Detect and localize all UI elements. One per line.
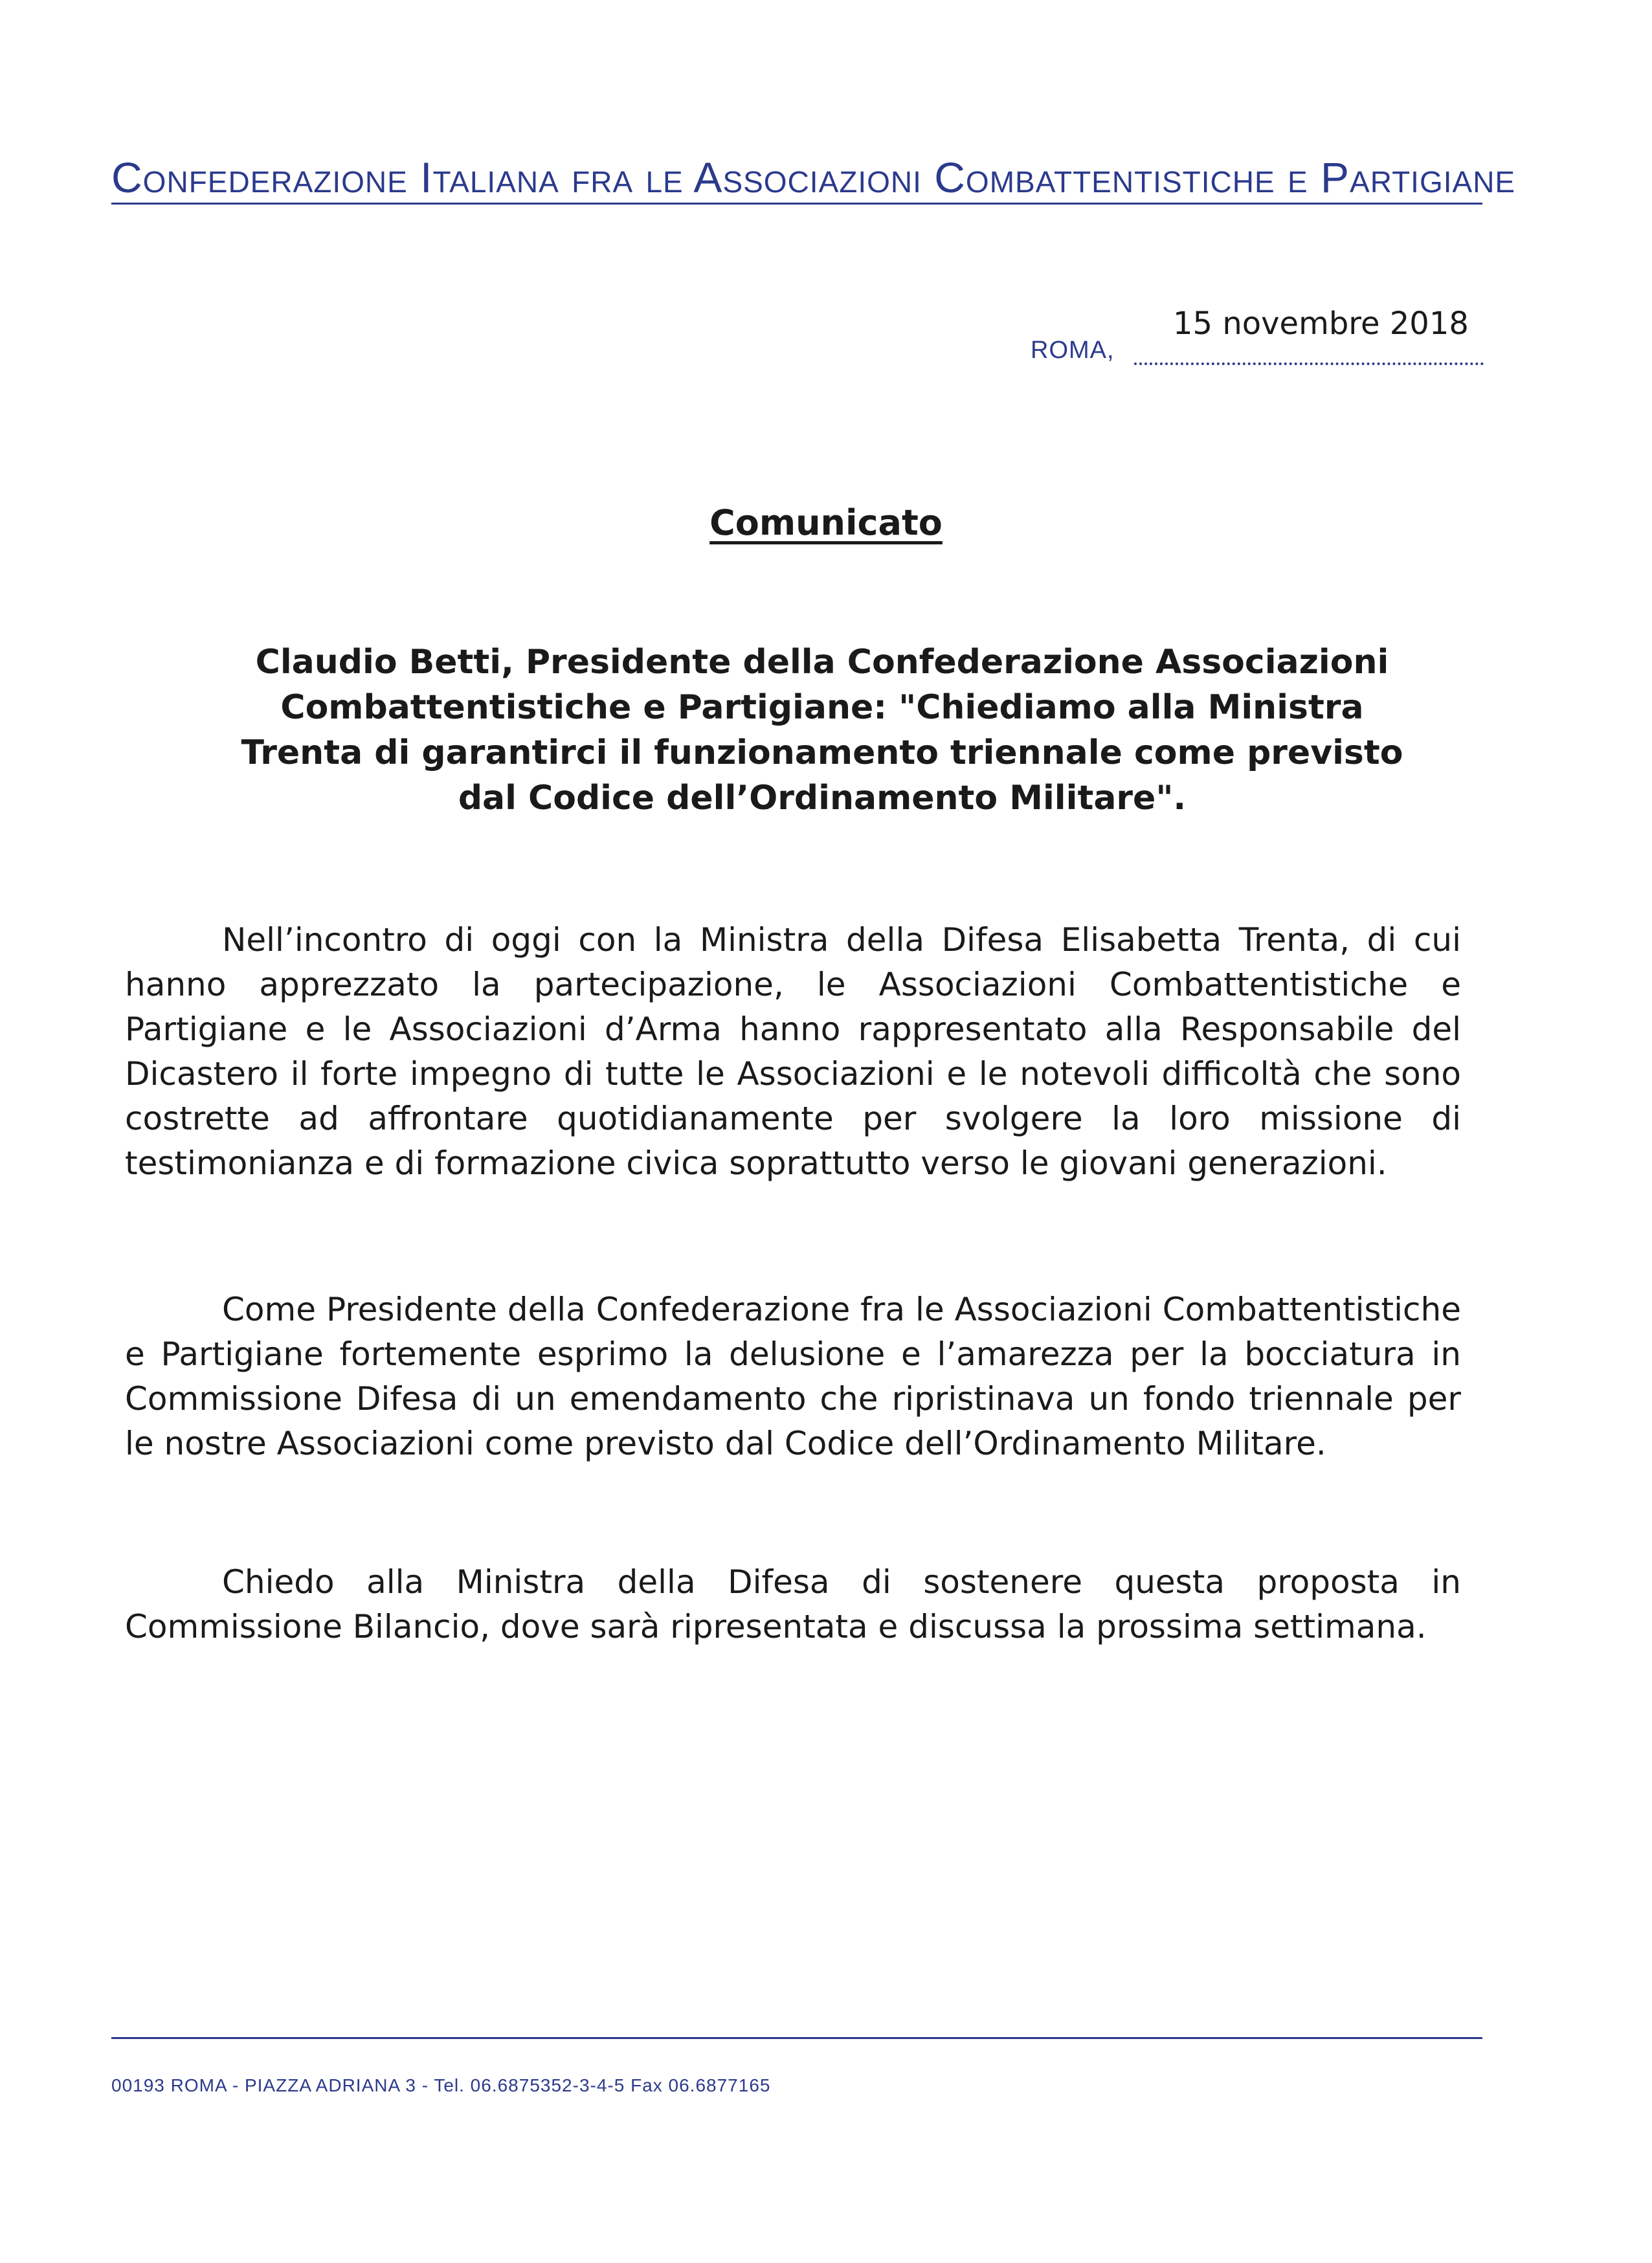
footer-address: 00193 ROMA - PIAZZA ADRIANA 3 - Tel. 06.6875352-3-4-5 Fax 06.6877165 [111,2075,771,2095]
headline [129,640,1515,821]
headline-line: Trenta di garantirci il funzionamento triennale come previsto [241,733,1403,772]
body-paragraph: Chiedo alla Ministra della Difesa di sostenere questa proposta in Commissione Bilancio, dove sarà ripresentata e discussa la prossima settimana. [125,1563,1461,1645]
document-title: Comunicato [709,502,943,543]
date-dotted-line [1134,362,1484,365]
date-value: 15 novembre 2018 [1173,306,1469,342]
letterhead-rule [111,203,1482,205]
footer-rule [111,2037,1482,2039]
body-paragraph: Come Presidente della Confederazione fra le Associazioni Combattentistiche e Partigiane fortemente esprimo la delusione e l’amarezza per la bocciatura in Commissione Difesa di un emendamento che ripristinava un fondo triennale per le nostre Associazioni come previsto dal Codice dell’Ordinamento Militare. [125,1291,1461,1462]
headline-line: Combattentistiche e Partigiane: "Chiediamo alla Ministra [280,688,1364,727]
body-paragraph: Nell’incontro di oggi con la Ministra della Difesa Elisabetta Trenta, di cui hanno apprezzato la partecipazione, le Associazioni Combattentistiche e Partigiane e le Associazioni d’Arma hanno rappresentato alla Responsabile del Dicastero il forte impegno di tutte le Associazioni e le notevoli difficoltà che sono costrette ad affrontare quotidianamente per svolgere la loro missione di testimonianza e di formazione civica soprattutto verso le giovani generazioni. [125,921,1461,1182]
headline-line: dal Codice dell’Ordinamento Militare". [458,779,1187,818]
dateline [1031,306,1484,377]
headline-line: Claudio Betti, Presidente della Confederazione Associazioni [255,643,1389,682]
place-label: ROMA, [1031,337,1115,364]
letterhead-organization: Confederazione Italiana fra le Associazioni Combattentistiche e Partigiane [111,153,1516,201]
